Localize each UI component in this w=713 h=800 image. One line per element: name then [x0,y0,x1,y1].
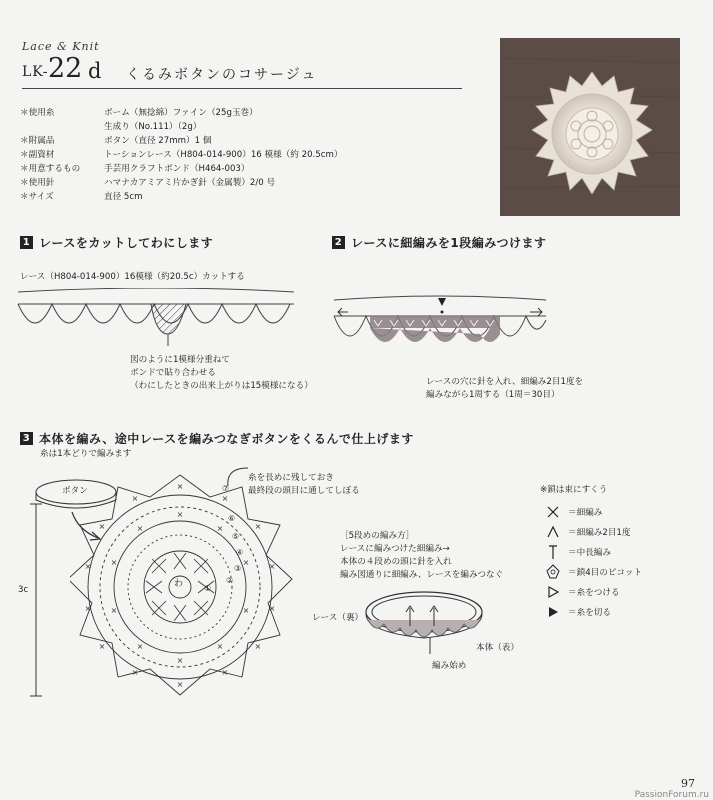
step-title: レースをカットしてわにします [39,236,214,250]
spec-label: ＊使用針 [20,178,55,188]
lace-strip-diagram [16,288,296,348]
step-title: レースに細編みを1段編みつけます [351,236,547,250]
half-double-icon [542,543,564,561]
materials-list [20,106,342,204]
step-1-caption: レース（H804-014-900）16模様（約20.5c）カットする [20,272,245,282]
center-ring-label: わ [174,579,184,589]
svg-text:×: × [98,522,106,531]
spec-row [20,106,342,120]
step-3-heading [20,430,414,447]
svg-text:×: × [216,642,224,651]
svg-text:×: × [84,562,92,571]
note-line: 編み図通りに細編み、レースを編みつなぐ [340,570,504,580]
lace-edging-diagram [330,290,550,370]
svg-text:×: × [131,668,139,677]
svg-text:×: × [131,494,139,503]
legend-item [542,522,642,542]
step-title: 本体を編み、途中レースを編みつなぎボタンをくるんで仕上げます [39,432,414,446]
spec-label: ＊サイズ [20,192,54,202]
pattern-code-suffix: d [88,59,102,83]
step-3-yarn-note: 糸は1本どりで編みます [40,449,132,459]
legend-note: ※鎖は束にすくう [540,485,608,495]
note-line: （わにしたときの出来上がりは15模様になる） [130,381,313,391]
svg-text:×: × [242,606,250,615]
note-line: 編みながら1周する（1周＝30目） [426,390,560,400]
legend-text: ＝細編み2目1度 [568,528,631,538]
spec-value: ボーム（無捻綿）ファイン（25g玉巻） [104,108,258,118]
step-number: 2 [332,236,345,249]
legend-text: ＝中長編み [568,548,611,558]
step-number: 3 [20,432,33,445]
svg-text:×: × [98,642,106,651]
dimension-label: 3c [18,585,29,595]
spec-value: ハマナカアミアミ片かぎ針（金属製）2/0 号 [104,178,276,188]
spec-label [20,120,104,134]
spec-label: ＊使用糸 [20,108,55,118]
legend-item [542,502,642,522]
round-5-instructions [340,530,503,582]
lace-ring-diagram [360,586,490,666]
round-marker: ⑦ [222,484,230,493]
spec-label: ＊附属品 [20,136,55,146]
spec-row [20,162,342,176]
legend-item [542,542,642,562]
note-line: 糸を長めに残しておき [248,473,334,483]
picot-icon [542,563,564,581]
spec-value: 手芸用クラフトボンド（H464-003） [104,164,250,174]
spec-row [20,120,342,134]
spec-label: ＊用意するもの [20,164,81,174]
legend-text: ＝糸を切る [568,608,611,618]
spec-value: ボタン（直径 27mm）1 個 [104,136,212,146]
header-rule [22,88,462,89]
decrease-icon [542,523,564,541]
legend-item [542,562,642,582]
series-label: Lace & Knit [22,40,100,53]
svg-text:×: × [176,510,184,519]
dimension-line [26,500,46,700]
product-photo [500,38,680,216]
round-marker: ③ [234,564,242,573]
corsage-image [500,38,680,216]
svg-text:×: × [176,680,184,689]
svg-text:×: × [221,494,229,503]
step-2-note [426,376,583,402]
svg-text:×: × [242,558,250,567]
note-line: 図のように1模様分重ねて [130,355,230,365]
spec-label: ＊副資材 [20,150,55,160]
watermark: PassionForum.ru [634,790,709,800]
spec-value: 直径 5cm [104,192,143,202]
button-label: ボタン [62,486,88,496]
round-marker: ④ [236,548,244,557]
svg-text:×: × [110,558,118,567]
svg-text:×: × [268,604,276,613]
legend-item [542,602,642,622]
svg-text:×: × [216,524,224,533]
svg-text:×: × [221,668,229,677]
spec-row [20,190,342,204]
svg-text:×: × [176,656,184,665]
start-label: 編み始め [432,661,467,671]
round-marker: ① [204,584,212,593]
spec-value: 生成り（No.111）（2g） [104,122,202,132]
page-title: くるみボタンのコサージュ [126,67,318,83]
svg-text:×: × [254,522,262,531]
svg-text:×: × [254,642,262,651]
round-marker: ② [226,576,234,585]
svg-text:×: × [268,562,276,571]
round-marker: ⑥ [228,514,236,523]
legend-text: ＝細編み [568,508,603,518]
cut-icon [542,603,564,621]
crochet-chart [70,472,310,702]
step-1-heading [20,234,213,251]
spec-value: トーションレース（H804-014-900）16 模様（約 20.5cm） [104,150,343,160]
thread-end-curve [218,466,252,488]
body-front-label: 本体（表） [476,643,519,653]
note-line: 最終段の頭目に通してしぼる [248,486,360,496]
svg-text:×: × [176,482,184,491]
svg-text:×: × [84,604,92,613]
lace-back-label: レース（裏） [312,613,364,623]
step-1-note [130,354,313,393]
pattern-code-prefix: LK- [22,64,49,80]
round-5-title: ［5段めの編み方］ [340,531,415,541]
svg-text:×: × [110,606,118,615]
step-number: 1 [20,236,33,249]
note-line: レースに編みつけた細編み→ [340,544,450,554]
pattern-code-number: 22 [48,53,83,84]
step-2-heading [332,234,547,251]
page-number: 97 [681,777,695,790]
stitch-legend [542,502,642,622]
svg-text:×: × [136,642,144,651]
spec-row [20,134,342,148]
legend-text: ＝鎖4目のピコット [568,568,643,578]
thread-note [248,472,360,498]
spec-row [20,176,342,190]
note-line: レースの穴に針を入れ、細編み2目1度を [426,377,584,387]
legend-item [542,582,642,602]
note-line: 本体の４段めの頭に針を入れ [340,557,452,567]
x-stitch-icon [542,503,564,521]
legend-text: ＝糸をつける [568,588,620,598]
spec-row [20,148,342,162]
round-marker: ⑤ [232,532,240,541]
join-icon [542,583,564,601]
svg-text:×: × [136,524,144,533]
note-line: ボンドで貼り合わせる [130,368,216,378]
